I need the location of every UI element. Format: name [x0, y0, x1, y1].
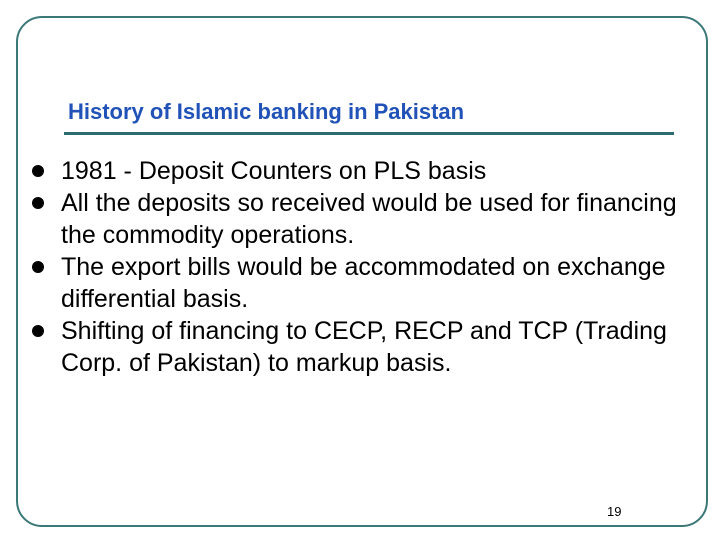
bullet-text: 1981 - Deposit Counters on PLS basis	[61, 157, 487, 185]
bullet-dot-icon	[32, 261, 44, 273]
bullet-text: Shifting of financing to CECP, RECP and TCP (Trading Corp. of Pakistan) to markup basis.	[61, 317, 667, 377]
bullet-item	[28, 155, 688, 187]
bullet-item	[28, 251, 688, 315]
bullet-text: All the deposits so received would be used for financing the commodity operations.	[61, 189, 677, 249]
bullet-dot-icon	[32, 165, 44, 177]
bullet-item	[28, 315, 688, 379]
title-underline	[64, 132, 674, 135]
bullet-dot-icon	[32, 197, 44, 209]
bullet-list	[28, 155, 688, 379]
page-number: 19	[607, 504, 622, 519]
bullet-text: The export bills would be accommodated on exchange differential basis.	[61, 253, 666, 313]
slide-title: History of Islamic banking in Pakistan	[68, 99, 465, 124]
bullet-item	[28, 187, 688, 251]
bullet-dot-icon	[32, 325, 44, 337]
